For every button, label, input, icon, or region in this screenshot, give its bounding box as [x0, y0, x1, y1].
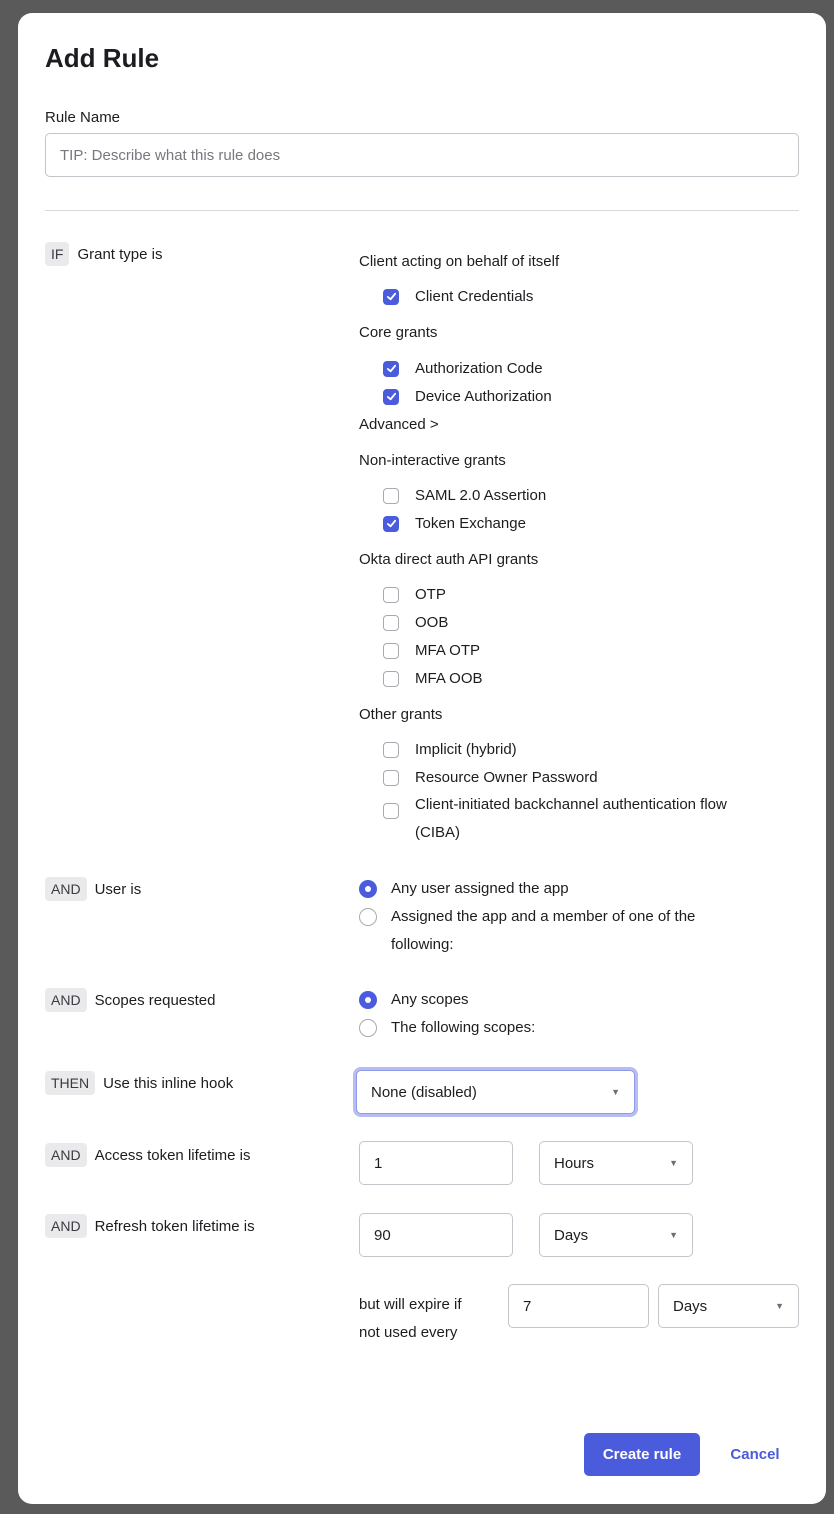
any-user-label: Any user assigned the app — [391, 880, 569, 897]
expire-unit-select[interactable] — [658, 1284, 799, 1328]
mfa-otp-label: MFA OTP — [415, 642, 481, 659]
caret-down-icon: ▼ — [669, 1230, 678, 1240]
mfa-oob-option[interactable] — [383, 670, 483, 687]
mfa-otp-checkbox[interactable] — [383, 643, 399, 659]
resource-owner-password-option[interactable] — [383, 769, 598, 786]
scopes-condition — [45, 988, 215, 1012]
expire-interval-input[interactable] — [508, 1284, 649, 1328]
if-badge: IF — [45, 242, 69, 266]
core-grants-heading: Core grants — [359, 324, 438, 341]
ciba-label — [415, 791, 727, 847]
token-exchange-checkbox[interactable] — [383, 516, 399, 532]
check-icon — [386, 518, 397, 529]
cancel-button[interactable]: Cancel — [715, 1433, 795, 1476]
implicit-checkbox[interactable] — [383, 742, 399, 758]
inline-hook-condition — [45, 1071, 233, 1095]
oob-option[interactable] — [383, 614, 448, 631]
grant-type-label: Grant type is — [77, 245, 163, 263]
scopes-condition-label: Scopes requested — [94, 991, 216, 1009]
client-credentials-label: Client Credentials — [415, 288, 534, 305]
token-exchange-label: Token Exchange — [415, 515, 526, 532]
access-token-unit-value: Hours — [554, 1154, 595, 1172]
expire-line1: but will expire if — [359, 1296, 462, 1313]
device-authorization-label: Device Authorization — [415, 388, 552, 405]
saml-assertion-checkbox[interactable] — [383, 488, 399, 504]
access-token-label: Access token lifetime is — [94, 1146, 251, 1164]
rule-name-label: Rule Name — [45, 109, 121, 126]
refresh-token-condition — [45, 1214, 255, 1238]
inline-hook-value: None (disabled) — [371, 1083, 477, 1101]
any-scopes-label: Any scopes — [391, 991, 469, 1008]
refresh-token-unit-select[interactable] — [539, 1213, 693, 1257]
oob-checkbox[interactable] — [383, 615, 399, 631]
ciba-checkbox[interactable] — [383, 803, 399, 819]
client-credentials-checkbox[interactable] — [383, 289, 399, 305]
group-member-option[interactable] — [359, 903, 695, 959]
inline-hook-select[interactable] — [356, 1070, 635, 1114]
implicit-option[interactable] — [383, 741, 517, 758]
create-rule-button[interactable]: Create rule — [584, 1433, 700, 1476]
caret-down-icon: ▼ — [669, 1158, 678, 1168]
group-member-line2: following: — [391, 936, 454, 953]
expire-if-unused-label — [359, 1291, 462, 1347]
authorization-code-option[interactable] — [383, 360, 543, 377]
expire-line2: not used every — [359, 1324, 458, 1341]
grant-type-condition — [45, 242, 163, 266]
authorization-code-label: Authorization Code — [415, 360, 543, 377]
ciba-label-line1: Client-initiated backchannel authentication flow — [415, 796, 727, 813]
following-scopes-option[interactable] — [359, 1014, 535, 1042]
expire-unit-value: Days — [673, 1297, 708, 1315]
refresh-token-label: Refresh token lifetime is — [94, 1217, 255, 1235]
caret-down-icon: ▼ — [611, 1087, 620, 1097]
device-authorization-checkbox[interactable] — [383, 389, 399, 405]
otp-option[interactable] — [383, 586, 446, 603]
mfa-otp-option[interactable] — [383, 642, 480, 659]
saml-assertion-label: SAML 2.0 Assertion — [415, 487, 547, 504]
and-badge: AND — [45, 1143, 87, 1167]
access-token-unit-select[interactable] — [539, 1141, 693, 1185]
user-condition-label: User is — [94, 880, 142, 898]
user-condition — [45, 877, 141, 901]
inline-hook-label: Use this inline hook — [103, 1074, 234, 1092]
saml-assertion-option[interactable] — [383, 487, 546, 504]
then-badge: THEN — [45, 1071, 95, 1095]
okta-direct-auth-heading: Okta direct auth API grants — [359, 551, 539, 568]
authorization-code-checkbox[interactable] — [383, 361, 399, 377]
mfa-oob-label: MFA OOB — [415, 670, 483, 687]
and-badge: AND — [45, 988, 87, 1012]
group-member-label — [391, 903, 695, 959]
access-token-lifetime-input[interactable] — [359, 1141, 513, 1185]
client-self-heading: Client acting on behalf of itself — [359, 253, 560, 270]
any-user-option[interactable] — [359, 875, 569, 903]
other-grants-heading: Other grants — [359, 706, 443, 723]
refresh-token-unit-value: Days — [554, 1226, 589, 1244]
caret-down-icon: ▼ — [775, 1301, 784, 1311]
group-member-line1: Assigned the app and a member of one of the — [391, 908, 696, 925]
access-token-condition — [45, 1143, 250, 1167]
group-member-radio[interactable] — [359, 908, 377, 926]
dialog-title: Add Rule — [45, 43, 160, 73]
ciba-option[interactable] — [383, 797, 727, 847]
otp-checkbox[interactable] — [383, 587, 399, 603]
any-user-radio[interactable] — [359, 880, 377, 898]
client-credentials-option[interactable] — [383, 288, 533, 305]
check-icon — [386, 291, 397, 302]
resource-owner-password-label: Resource Owner Password — [415, 769, 598, 786]
check-icon — [386, 391, 397, 402]
token-exchange-option[interactable] — [383, 515, 526, 532]
any-scopes-radio[interactable] — [359, 991, 377, 1009]
device-authorization-option[interactable] — [383, 388, 552, 405]
implicit-label: Implicit (hybrid) — [415, 741, 517, 758]
add-rule-dialog — [18, 13, 826, 1504]
check-icon — [386, 363, 397, 374]
following-scopes-radio[interactable] — [359, 1019, 377, 1037]
otp-label: OTP — [415, 586, 446, 603]
and-badge: AND — [45, 1214, 87, 1238]
and-badge: AND — [45, 877, 87, 901]
rule-name-input[interactable] — [45, 133, 799, 177]
oob-label: OOB — [415, 614, 449, 631]
any-scopes-option[interactable] — [359, 986, 469, 1014]
mfa-oob-checkbox[interactable] — [383, 671, 399, 687]
following-scopes-label: The following scopes: — [391, 1019, 536, 1036]
non-interactive-heading: Non-interactive grants — [359, 452, 506, 469]
divider — [45, 210, 799, 211]
ciba-label-line2: (CIBA) — [415, 824, 460, 841]
refresh-token-lifetime-input[interactable] — [359, 1213, 513, 1257]
advanced-toggle[interactable]: Advanced > — [359, 416, 439, 433]
resource-owner-password-checkbox[interactable] — [383, 770, 399, 786]
